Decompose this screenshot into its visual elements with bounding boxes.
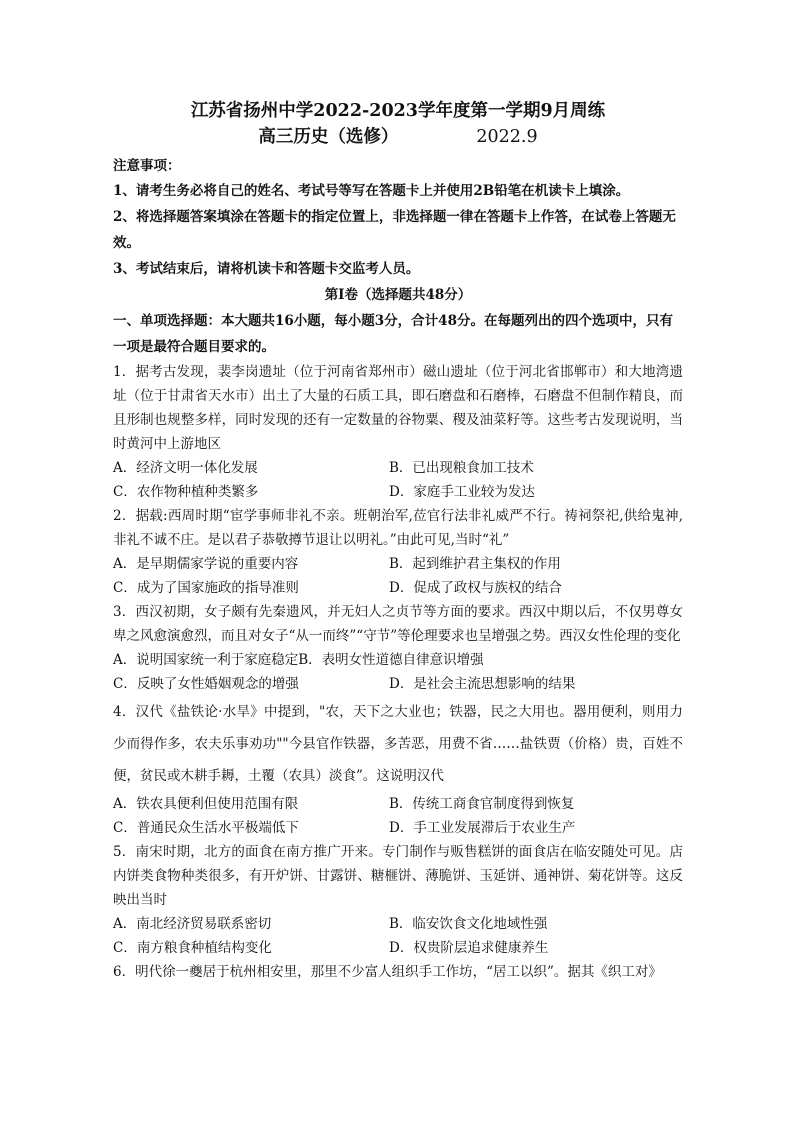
option-b: B．起到维护君主集权的作用 — [389, 556, 561, 572]
option-a: A．南北经济贸易联系密切 — [113, 916, 272, 932]
question-1-options — [113, 456, 683, 504]
option-d: D．促成了政权与族权的结合 — [389, 580, 562, 596]
option-a: A．铁农具便利但使用范围有限 — [113, 796, 299, 812]
question-3-options — [113, 648, 683, 672]
exam-title: 江苏省扬州中学2022-2023学年度第一学期9月周练 — [190, 101, 606, 121]
question-4-stem: 4．汉代《盐铁论·水旱》中提到，"农，天下之大业也；铁器，民之大用也。器用便利，则用力少而得作多，农夫乐事劝功""今县官作铁器，多苦恶，用费不省……盐铁贾（价格）贵，百姓不便，贫民或木耕手耨，土覆（农具）淡食”。这说明汉代 — [113, 704, 683, 784]
option-b: B．临安饮食文化地域性强 — [389, 916, 548, 932]
option-d: D．手工业发展滞后于农业生产 — [389, 820, 576, 836]
question-4-options — [113, 792, 683, 840]
question-2-options — [113, 552, 683, 600]
option-b: B．已出现粮食加工技术 — [389, 460, 534, 476]
option-d: D．权贵阶层追求健康养生 — [389, 940, 549, 956]
option-a: A．经济文明一体化发展 — [113, 460, 258, 476]
section-instruction: 一、单项选择题：本大题共16小题，每小题3分，合计48分。在每题列出的四个选项中，只有一项是最符合题目要求的。 — [113, 313, 673, 355]
notice-item: 1、请考生务必将自己的姓名、考试号等写在答题卡上并使用2B铅笔在机读卡上填涂。 — [113, 183, 630, 199]
exam-subtitle: 高三历史（选修） — [258, 127, 399, 147]
section-title: 第Ⅰ卷（选择题共48分） — [324, 287, 472, 303]
exam-subtitle-line — [113, 124, 683, 150]
option-c: C．南方粮食种植结构变化 — [113, 940, 272, 956]
exam-page — [113, 98, 683, 984]
option-d: D．是社会主流思想影响的结果 — [389, 676, 576, 692]
option-c: C．成为了国家施政的指导准则 — [113, 580, 299, 596]
option-b: B．传统工商食官制度得到恢复 — [389, 796, 575, 812]
question-2-stem: 2．据载:西周时期“宦学事师非礼不亲。班朝治军,莅官行法非礼威严不行。祷祠祭祀,供给鬼神,非礼不诚不庄。是以君子恭敬撙节退让以明礼。”由此可见,当时“礼” — [113, 508, 683, 548]
question-3-options-cd — [113, 672, 683, 696]
option-c: C．反映了女性婚姻观念的增强 — [113, 676, 299, 692]
question-5-options — [113, 912, 683, 960]
exam-date: 2022.9 — [476, 127, 538, 147]
option-a: A．是早期儒家学说的重要内容 — [113, 556, 299, 572]
notice-heading: 注意事项： — [113, 158, 181, 174]
notice-item: 3、考试结束后，请将机读卡和答题卡交监考人员。 — [113, 261, 420, 277]
question-3-stem: 3．西汉初期，女子颇有先秦遗风，并无妇人之贞节等方面的要求。西汉中期以后，不仅男尊女卑之风愈演愈烈，而且对女子“从一而终”“守节”等伦理要求也呈增强之势。西汉女性伦理的变化 — [113, 604, 683, 644]
option-d: D．家庭手工业较为发达 — [389, 484, 535, 500]
option-a-b: A．说明国家统一利于家庭稳定B．表明女性道德自律意识增强 — [113, 652, 484, 668]
question-1-stem: 1．据考古发现，裴李岗遗址（位于河南省郑州市）磁山遗址（位于河北省邯郸市）和大地湾遗址（位于甘肃省天水市）出土了大量的石质工具，即石磨盘和石磨棒，石磨盘不但制作精良，而且形制也规整多样，同时发现的还有一定数量的谷物粟、稷及油菜籽等。这些考古发现说明，当时黄河中上游地区 — [113, 364, 683, 452]
option-c: C．普通民众生活水平极端低下 — [113, 820, 299, 836]
question-6-stem: 6．明代徐一夔居于杭州相安里，那里不少富人组织手工作坊，“居工以织”。据其《织工对》 — [113, 964, 662, 980]
option-c: C．农作物种植种类繁多 — [113, 484, 259, 500]
notice-item: 2、将选择题答案填涂在答题卡的指定位置上，非选择题一律在答题卡上作答，在试卷上答题无效。 — [113, 209, 676, 251]
question-5-stem: 5．南宋时期，北方的面食在南方推广开来。专门制作与贩售糕饼的面食店在临安随处可见。店内饼类食物种类很多，有开炉饼、甘露饼、糖榧饼、薄脆饼、玉延饼、通神饼、菊花饼等。这反映出当时 — [113, 844, 683, 908]
